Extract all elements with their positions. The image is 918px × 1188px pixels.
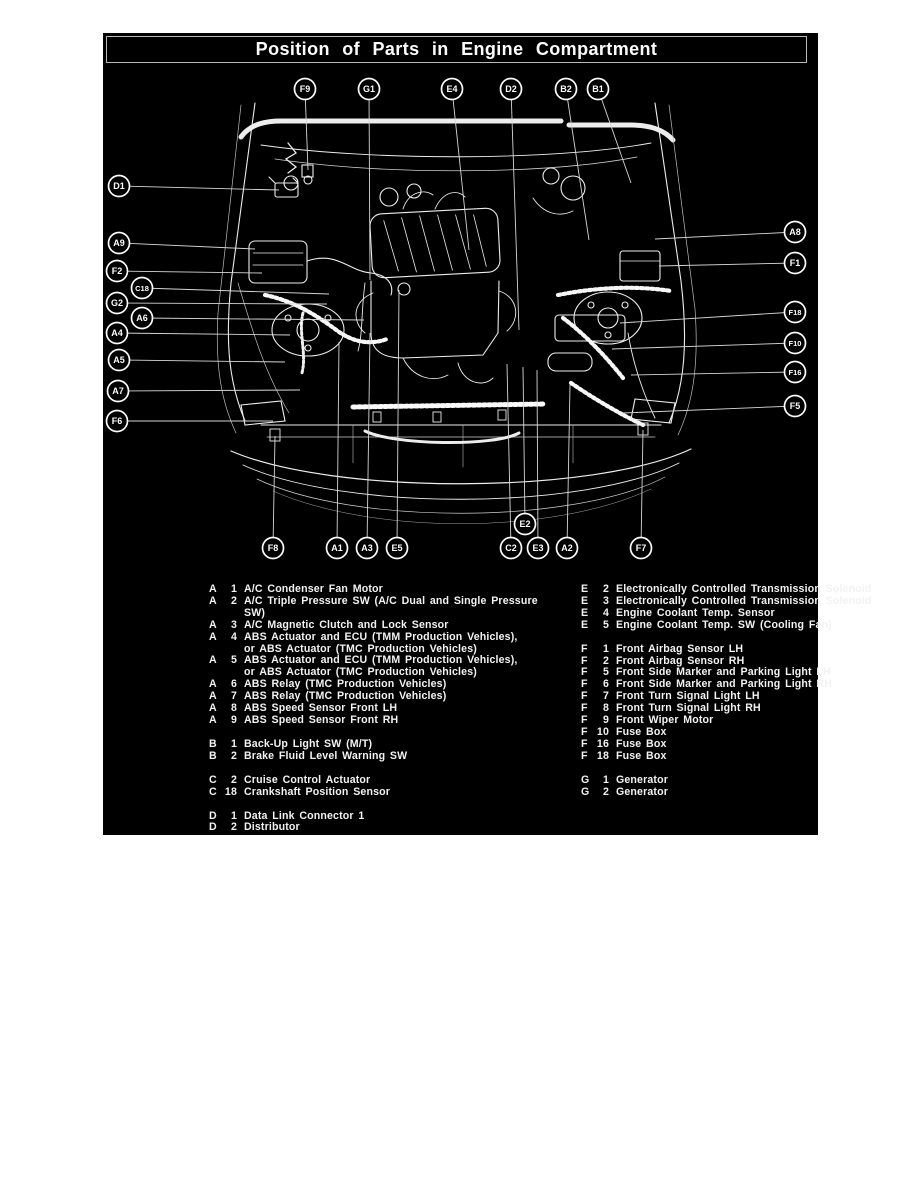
legend-part-name: Crankshaft Position Sensor [244, 785, 391, 798]
legend-part-name: Fuse Box [616, 737, 667, 750]
legend-part-name: ABS Relay (TMC Production Vehicles) [244, 690, 447, 703]
legend-code-number: 10 [596, 725, 609, 738]
legend-part-name: Fuse Box [616, 749, 667, 762]
legend-group [581, 775, 916, 799]
legend-entry-F1 [581, 644, 916, 656]
legend-part-name: ABS Speed Sensor Front LH [244, 702, 398, 715]
legend-code-number: 2 [602, 583, 609, 595]
legend-code-letter: F [581, 725, 588, 738]
legend-code-number: 7 [602, 690, 609, 703]
svg-text:B2: B2 [560, 84, 572, 95]
legend-code-letter: E [581, 606, 589, 619]
legend-code-number: 3 [602, 594, 609, 607]
callout-A3 [357, 538, 378, 559]
legend-part-name: A/C Triple Pressure SW (A/C Dual and Single Pressure [244, 594, 538, 607]
leader-line-F5 [623, 406, 795, 413]
legend-entry-E5 [581, 620, 916, 632]
legend-code-number: 18 [224, 785, 237, 798]
callout-E2 [515, 514, 536, 535]
legend-code-letter: D [209, 809, 217, 822]
svg-text:F18: F18 [788, 308, 802, 318]
legend-code-letter: E [581, 594, 589, 607]
callout-F18 [785, 302, 806, 323]
callout-A5 [109, 350, 130, 371]
legend-code-letter: F [581, 642, 588, 655]
legend-entry-B2 [209, 751, 574, 763]
leader-line-A1 [337, 342, 339, 548]
legend-entry-B1 [209, 739, 574, 751]
callout-A9 [109, 233, 130, 254]
leader-line-F2 [117, 271, 262, 273]
legend-entry-continuation [209, 608, 574, 620]
leader-line-F10 [612, 343, 795, 349]
engine-compartment-panel [103, 33, 872, 835]
legend-code-letter: B [209, 737, 217, 750]
legend-group [209, 811, 574, 835]
legend-code-number: 5 [230, 654, 237, 667]
legend-part-name: Front Wiper Motor [616, 714, 714, 727]
legend-part-name-cont: or ABS Actuator (TMC Production Vehicles) [244, 666, 477, 679]
svg-text:F6: F6 [111, 416, 123, 427]
callout-D2 [501, 79, 522, 100]
callout-G1 [359, 79, 380, 100]
svg-text:E2: E2 [519, 519, 531, 530]
leader-line-F7 [641, 430, 643, 548]
callout-A4 [107, 323, 128, 344]
legend-indent [209, 608, 244, 620]
svg-text:F9: F9 [299, 84, 311, 95]
legend-code-number: 4 [602, 606, 609, 619]
legend-code-letter: C [209, 785, 217, 798]
legend-code-letter: A [209, 702, 217, 715]
callout-F8 [263, 538, 284, 559]
legend-code-number: 1 [230, 583, 237, 595]
legend-part-name: Engine Coolant Temp. SW (Cooling Fan) [616, 618, 832, 631]
legend-entry-A9 [209, 715, 574, 727]
legend-code-letter: B [209, 749, 217, 762]
legend-part-name: ABS Actuator and ECU (TMM Production Vehicles), [244, 654, 518, 667]
legend-code-letter: F [581, 666, 588, 679]
leader-line-E4 [452, 89, 469, 250]
legend-entry-E4 [581, 608, 916, 620]
legend-code-letter: F [581, 702, 588, 715]
legend-part-name: ABS Actuator and ECU (TMM Production Vehicles), [244, 630, 518, 643]
callout-A6 [132, 308, 153, 329]
callout-F7 [631, 538, 652, 559]
legend-part-name: Front Airbag Sensor RH [616, 654, 745, 667]
leader-line-A8 [655, 232, 795, 239]
callout-A2 [557, 538, 578, 559]
legend-group [209, 775, 574, 799]
legend-code-number: 4 [230, 630, 237, 643]
svg-text:C2: C2 [505, 543, 517, 554]
callout-E4 [442, 79, 463, 100]
legend-code-letter: G [581, 785, 590, 798]
legend-entry-D2 [209, 822, 574, 834]
legend-part-name: Generator [616, 785, 668, 798]
legend-part-name: Front Airbag Sensor LH [616, 642, 744, 655]
legend-column-right [581, 584, 916, 811]
leader-line-D1 [119, 186, 279, 190]
legend-entry-F18 [581, 751, 916, 763]
legend-entry-F16 [581, 739, 916, 751]
legend-part-name: ABS Relay (TMC Production Vehicles) [244, 678, 447, 691]
svg-text:E3: E3 [532, 543, 544, 554]
legend-code-number: 1 [230, 809, 237, 822]
leader-line-B1 [598, 89, 631, 183]
legend-code-number: 18 [596, 749, 609, 762]
legend-column-left [209, 584, 574, 846]
legend-code-number: 6 [230, 678, 237, 691]
svg-text:A1: A1 [331, 543, 343, 554]
leader-line-E5 [397, 290, 399, 548]
legend-code-number: 7 [230, 690, 237, 703]
legend-part-name: Engine Coolant Temp. Sensor [616, 606, 775, 619]
legend-code-letter: A [209, 654, 217, 667]
leader-line-G1 [369, 89, 370, 280]
callout-F5 [785, 396, 806, 417]
legend-code-letter: E [581, 618, 589, 631]
legend-part-name: Generator [616, 773, 668, 786]
svg-text:E4: E4 [446, 84, 458, 95]
callout-D1 [109, 176, 130, 197]
legend-code-letter: F [581, 654, 588, 667]
svg-text:A2: A2 [561, 543, 573, 554]
leader-line-E2 [523, 367, 525, 524]
svg-text:A9: A9 [113, 238, 125, 249]
legend-code-letter: F [581, 714, 588, 727]
callout-A1 [327, 538, 348, 559]
legend-entry-A3 [209, 620, 574, 632]
svg-text:G2: G2 [110, 298, 124, 309]
legend-part-name-cont: or ABS Actuator (TMC Production Vehicles) [244, 642, 477, 655]
legend-code-number: 1 [602, 642, 609, 655]
legend-code-number: 1 [602, 773, 609, 786]
callout-C18 [132, 278, 153, 299]
legend-code-letter: F [581, 678, 588, 691]
svg-text:A6: A6 [136, 313, 148, 324]
legend-part-name-cont: SW) [244, 606, 266, 619]
legend-code-letter: A [209, 583, 217, 595]
legend-code-letter: C [209, 773, 217, 786]
legend-part-name: Fuse Box [616, 725, 667, 738]
leader-line-A2 [567, 385, 570, 548]
legend-part-name: Brake Fluid Level Warning SW [244, 749, 408, 762]
legend-group [209, 739, 574, 763]
leader-line-E3 [537, 370, 538, 548]
leader-line-F18 [620, 312, 795, 323]
svg-text:A8: A8 [789, 227, 801, 238]
legend-code-letter: A [209, 678, 217, 691]
svg-text:F8: F8 [267, 543, 279, 554]
engine-compartment-drawing [217, 103, 696, 524]
leader-line-C18 [142, 288, 329, 294]
legend-entry-G2 [581, 787, 916, 799]
legend-code-number: 2 [602, 785, 609, 798]
legend-part-name: Electronically Controlled Transmission Solenoid [616, 594, 872, 607]
legend-entry-G1 [581, 775, 916, 787]
legend-group [581, 644, 916, 763]
legend-part-name: Front Turn Signal Light RH [616, 702, 761, 715]
legend-code-number: 2 [230, 749, 237, 762]
svg-text:G1: G1 [362, 84, 376, 95]
callout-F6 [107, 411, 128, 432]
legend-code-letter: A [209, 713, 217, 726]
leader-line-D2 [511, 89, 519, 330]
legend-code-letter: D [209, 821, 217, 834]
callout-A8 [785, 222, 806, 243]
legend-code-letter: F [581, 737, 588, 750]
leader-line-A4 [117, 333, 290, 335]
legend-part-name: Cruise Control Actuator [244, 773, 371, 786]
callout-B2 [556, 79, 577, 100]
legend-code-number: 3 [230, 618, 237, 631]
legend-part-name: Distributor [244, 821, 300, 834]
legend-part-name: Front Turn Signal Light LH [616, 690, 760, 703]
callout-G2 [107, 293, 128, 314]
callout-F10 [785, 333, 806, 354]
legend-part-name: Data Link Connector 1 [244, 809, 365, 822]
svg-text:B1: B1 [592, 84, 604, 95]
leader-line-C2 [507, 364, 511, 548]
legend-code-number: 8 [230, 702, 237, 715]
callout-F9 [295, 79, 316, 100]
callout-F1 [785, 253, 806, 274]
legend-entry-A4 [209, 632, 574, 644]
svg-text:F5: F5 [789, 401, 801, 412]
leader-line-F9 [305, 89, 308, 170]
legend-part-name: Back-Up Light SW (M/T) [244, 737, 373, 750]
legend-code-number: 2 [230, 594, 237, 607]
svg-text:F2: F2 [111, 266, 123, 277]
legend-group [209, 584, 574, 727]
legend-code-letter: A [209, 630, 217, 643]
svg-text:F10: F10 [788, 339, 802, 349]
callout-A7 [108, 381, 129, 402]
legend-code-number: 6 [602, 678, 609, 691]
legend-group [581, 584, 916, 632]
svg-text:F1: F1 [789, 258, 801, 269]
legend-code-number: 1 [230, 737, 237, 750]
callout-B1 [588, 79, 609, 100]
callout-E3 [528, 538, 549, 559]
legend-code-number: 2 [230, 821, 237, 834]
legend-code-number: 9 [230, 713, 237, 726]
leader-line-A5 [119, 360, 285, 362]
legend-code-letter: A [209, 690, 217, 703]
svg-text:E5: E5 [391, 543, 403, 554]
legend-code-number: 8 [602, 702, 609, 715]
legend-code-letter: A [209, 618, 217, 631]
leader-line-F16 [631, 372, 795, 375]
legend-code-number: 16 [596, 737, 609, 750]
legend-part-name: ABS Speed Sensor Front RH [244, 713, 399, 726]
svg-text:D1: D1 [113, 181, 125, 192]
legend-part-name: A/C Magnetic Clutch and Lock Sensor [244, 618, 449, 631]
legend-code-letter: G [581, 773, 590, 786]
leader-lines [117, 89, 795, 548]
svg-text:A7: A7 [112, 386, 124, 397]
callout-F2 [107, 261, 128, 282]
legend-code-number: 2 [602, 654, 609, 667]
legend-part-name: Electronically Controlled Transmission Solenoid [616, 583, 872, 595]
legend-entry-C2 [209, 775, 574, 787]
legend-code-number: 5 [602, 666, 609, 679]
legend-part-name: A/C Condenser Fan Motor [244, 583, 383, 595]
leader-line-F1 [659, 263, 795, 266]
leader-line-A7 [118, 390, 300, 391]
legend-code-number: 2 [230, 773, 237, 786]
svg-text:A4: A4 [111, 328, 123, 339]
leader-line-A3 [367, 333, 370, 548]
callout-F16 [785, 362, 806, 383]
svg-text:A3: A3 [361, 543, 373, 554]
callout-E5 [387, 538, 408, 559]
legend-code-letter: F [581, 690, 588, 703]
legend-code-number: 5 [602, 618, 609, 631]
page-title: Position of Parts in Engine Compartment [255, 39, 658, 59]
legend-part-name: Front Side Marker and Parking Light LH [616, 666, 831, 679]
svg-text:F16: F16 [788, 368, 802, 378]
svg-text:F7: F7 [635, 543, 647, 554]
legend-part-name: Front Side Marker and Parking Light RH [616, 678, 833, 691]
svg-text:D2: D2 [505, 84, 517, 95]
leader-line-A9 [119, 243, 255, 249]
legend-entry-C18 [209, 787, 574, 799]
callout-C2 [501, 538, 522, 559]
svg-text:A5: A5 [113, 355, 125, 366]
svg-text:C18: C18 [135, 284, 149, 294]
legend-code-letter: A [209, 594, 217, 607]
legend-code-letter: F [581, 749, 588, 762]
legend-code-letter: E [581, 583, 589, 595]
legend-code-number: 9 [602, 714, 609, 727]
